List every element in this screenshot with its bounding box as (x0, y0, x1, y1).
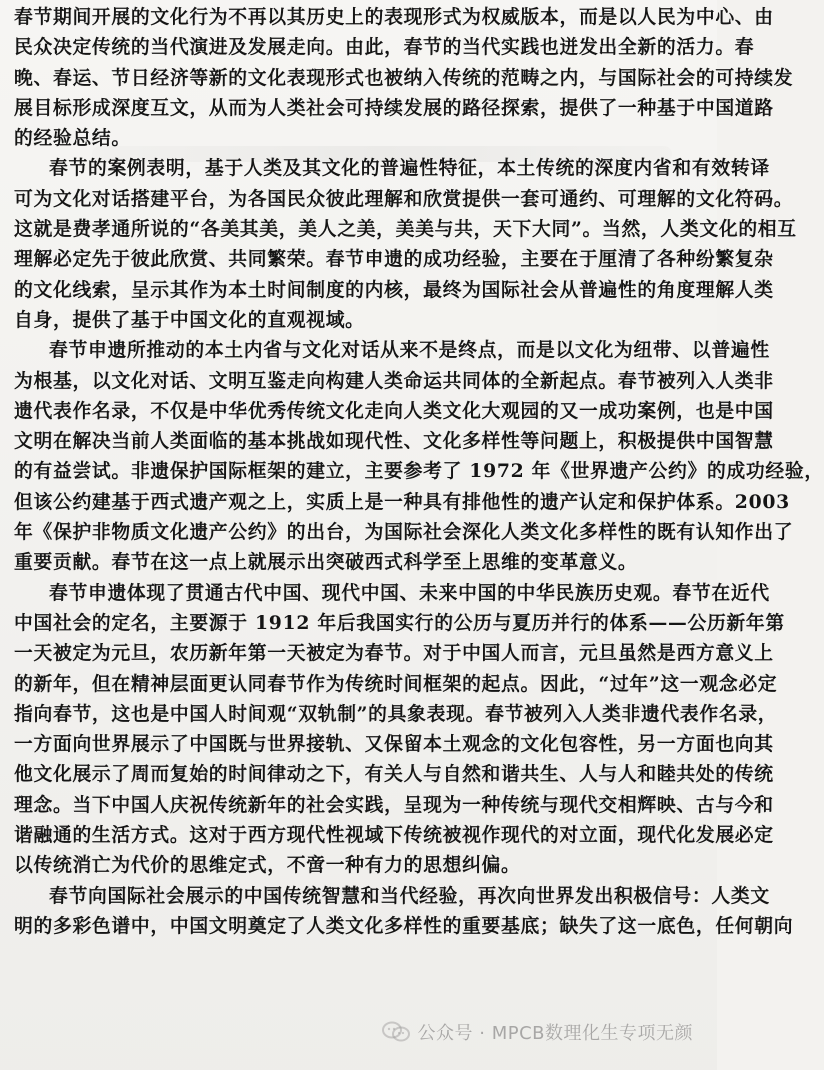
text-line: 的经验总结。 (14, 127, 131, 150)
watermark (381, 1019, 693, 1045)
text-line: 的有益尝试。非遗保护国际框架的建立，主要参考了 1972 年《世界遗产公约》的成功经验， (14, 460, 824, 483)
text-line: 但该公约建基于西式遗产观之上，实质上是一种具有排他性的遗产认定和保护体系。2003 (14, 490, 790, 513)
text-line: 理念。当下中国人庆祝传统新年的社会实践，呈现为一种传统与现代交相辉映、古与今和 (14, 793, 774, 816)
text-line: 这就是费孝通所说的“各美其美，美人之美，美美与共，天下大同”。当然，人类文化的相互 (14, 218, 797, 241)
text-line: 中国社会的定名，主要源于 1912 年后我国实行的公历与夏历并行的体系——公历新年第 (14, 611, 785, 634)
article-body (14, 2, 824, 941)
text-line: 以传统消亡为代价的思维定式，不啻一种有力的思想纠偏。 (14, 854, 521, 877)
text-line: 自身，提供了基于中国文化的直观视域。 (14, 308, 365, 331)
scan-smudge (92, 146, 672, 162)
watermark-text: 公众号 · MPCB数理化生专项无颜 (417, 1023, 693, 1044)
paragraph-first-line: 春节的案例表明，基于人类及其文化的普遍性特征，本土传统的深度内省和有效转译 (49, 157, 770, 180)
text-line: 重要贡献。春节在这一点上就展示出突破西式科学至上思维的变革意义。 (14, 551, 638, 574)
text-line: 他文化展示了周而复始的时间律动之下，有关人与自然和谐共生、人与人和睦共处的传统 (14, 763, 774, 786)
text-line: 可为文化对话搭建平台，为各国民众彼此理解和欣赏提供一套可通约、可理解的文化符码。 (14, 187, 794, 210)
text-line: 谐融通的生活方式。这对于西方现代性视域下传统被视作现代的对立面，现代化发展必定 (14, 824, 774, 847)
text-line: 的文化线索，呈示其作为本土时间制度的内核，最终为国际社会从普遍性的角度理解人类 (14, 278, 774, 301)
text-line: 年《保护非物质文化遗产公约》的出台，为国际社会深化人类文化多样性的既有认知作出了 (14, 521, 794, 544)
text-line: 理解必定先于彼此欣赏、共同繁荣。春节申遗的成功经验，主要在于厘清了各种纷繁复杂 (14, 248, 774, 271)
text-line: 一方面向世界展示了中国既与世界接轨、又保留本土观念的文化包容性，另一方面也向其 (14, 733, 774, 756)
text-line: 指向春节，这也是中国人时间观“双轨制”的具象表现。春节被列入人类非遗代表作名录， (14, 702, 778, 725)
text-line: 晚、春运、节日经济等新的文化表现形式也被纳入传统的范畴之内，与国际社会的可持续发 (14, 66, 794, 89)
text-line: 的新年，但在精神层面更认同春节作为传统时间框架的起点。因此，“过年”这一观念必定 (14, 672, 778, 695)
paragraph-first-line: 春节向国际社会展示的中国传统智慧和当代经验，再次向世界发出积极信号：人类文 (49, 884, 770, 907)
text-line: 民众决定传统的当代演进及发展走向。由此，春节的当代实践也迸发出全新的活力。春 (14, 36, 755, 59)
paragraph-first-line: 春节申遗体现了贯通古代中国、现代中国、未来中国的中华民族历史观。春节在近代 (49, 581, 770, 604)
text-line: 文明在解决当前人类面临的基本挑战如现代性、文化多样性等问题上，积极提供中国智慧 (14, 430, 774, 453)
text-line: 春节期间开展的文化行为不再以其历史上的表现形式为权威版本，而是以人民为中心、由 (14, 6, 774, 28)
text-line: 展目标形成深度互文，从而为人类社会可持续发展的路径探索，提供了一种基于中国道路 (14, 96, 774, 119)
text-line: 遗代表作名录，不仅是中华优秀传统文化走向人类文化大观园的又一成功案例，也是中国 (14, 399, 774, 422)
text-line: 明的多彩色谱中，中国文明奠定了人类文化多样性的重要基底；缺失了这一底色，任何朝向 (14, 914, 794, 937)
paragraph-first-line: 春节申遗所推动的本土内省与文化对话从来不是终点，而是以文化为纽带、以普遍性 (49, 339, 770, 362)
text-line: 一天被定为元旦，农历新年第一天被定为春节。对于中国人而言，元旦虽然是西方意义上 (14, 642, 774, 665)
text-line: 为根基，以文化对话、文明互鉴走向构建人类命运共同体的全新起点。春节被列入人类非 (14, 369, 774, 392)
wechat-icon (381, 1020, 412, 1044)
